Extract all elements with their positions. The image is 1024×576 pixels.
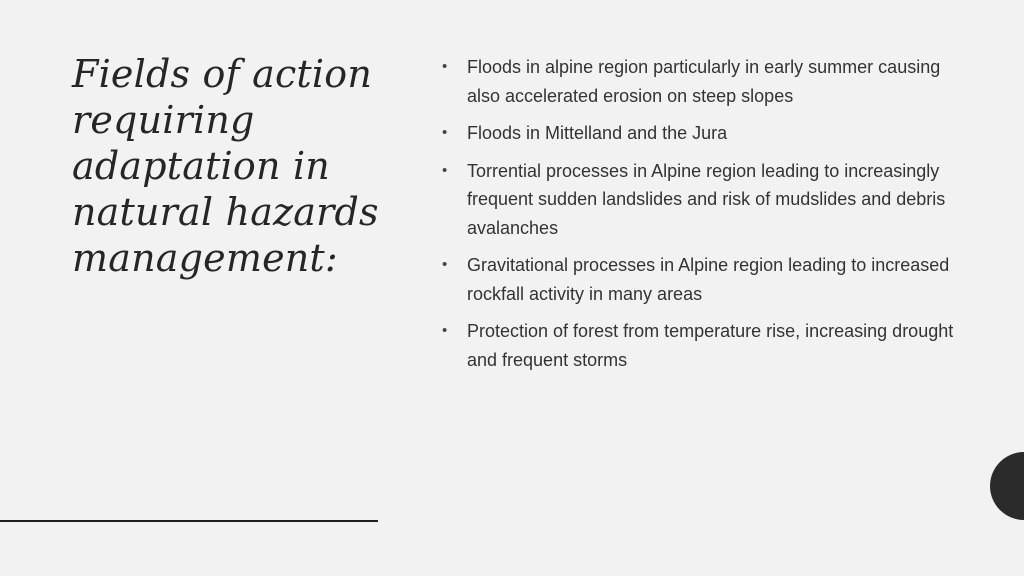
divider-line [0,520,378,522]
bullet-list [440,53,960,383]
bullet-item: • Gravitational processes in Alpine region leading to increased rockfall activity in many areas [440,251,960,308]
bullet-item: • Protection of forest from temperature rise, increasing drought and frequent storms [440,317,960,374]
bullet-item: • Floods in Mittelland and the Jura [440,119,960,148]
bullet-item: • Floods in alpine region particularly in early summer causing also accelerated erosion on steep slopes [440,53,960,110]
bullet-item: • Torrential processes in Alpine region leading to increasingly frequent sudden landslides and risk of mudslides and debris avalanches [440,157,960,243]
decorative-circle [990,452,1024,520]
slide-title: Fields of action requiring adaptation in natural hazards management: [72,52,379,280]
